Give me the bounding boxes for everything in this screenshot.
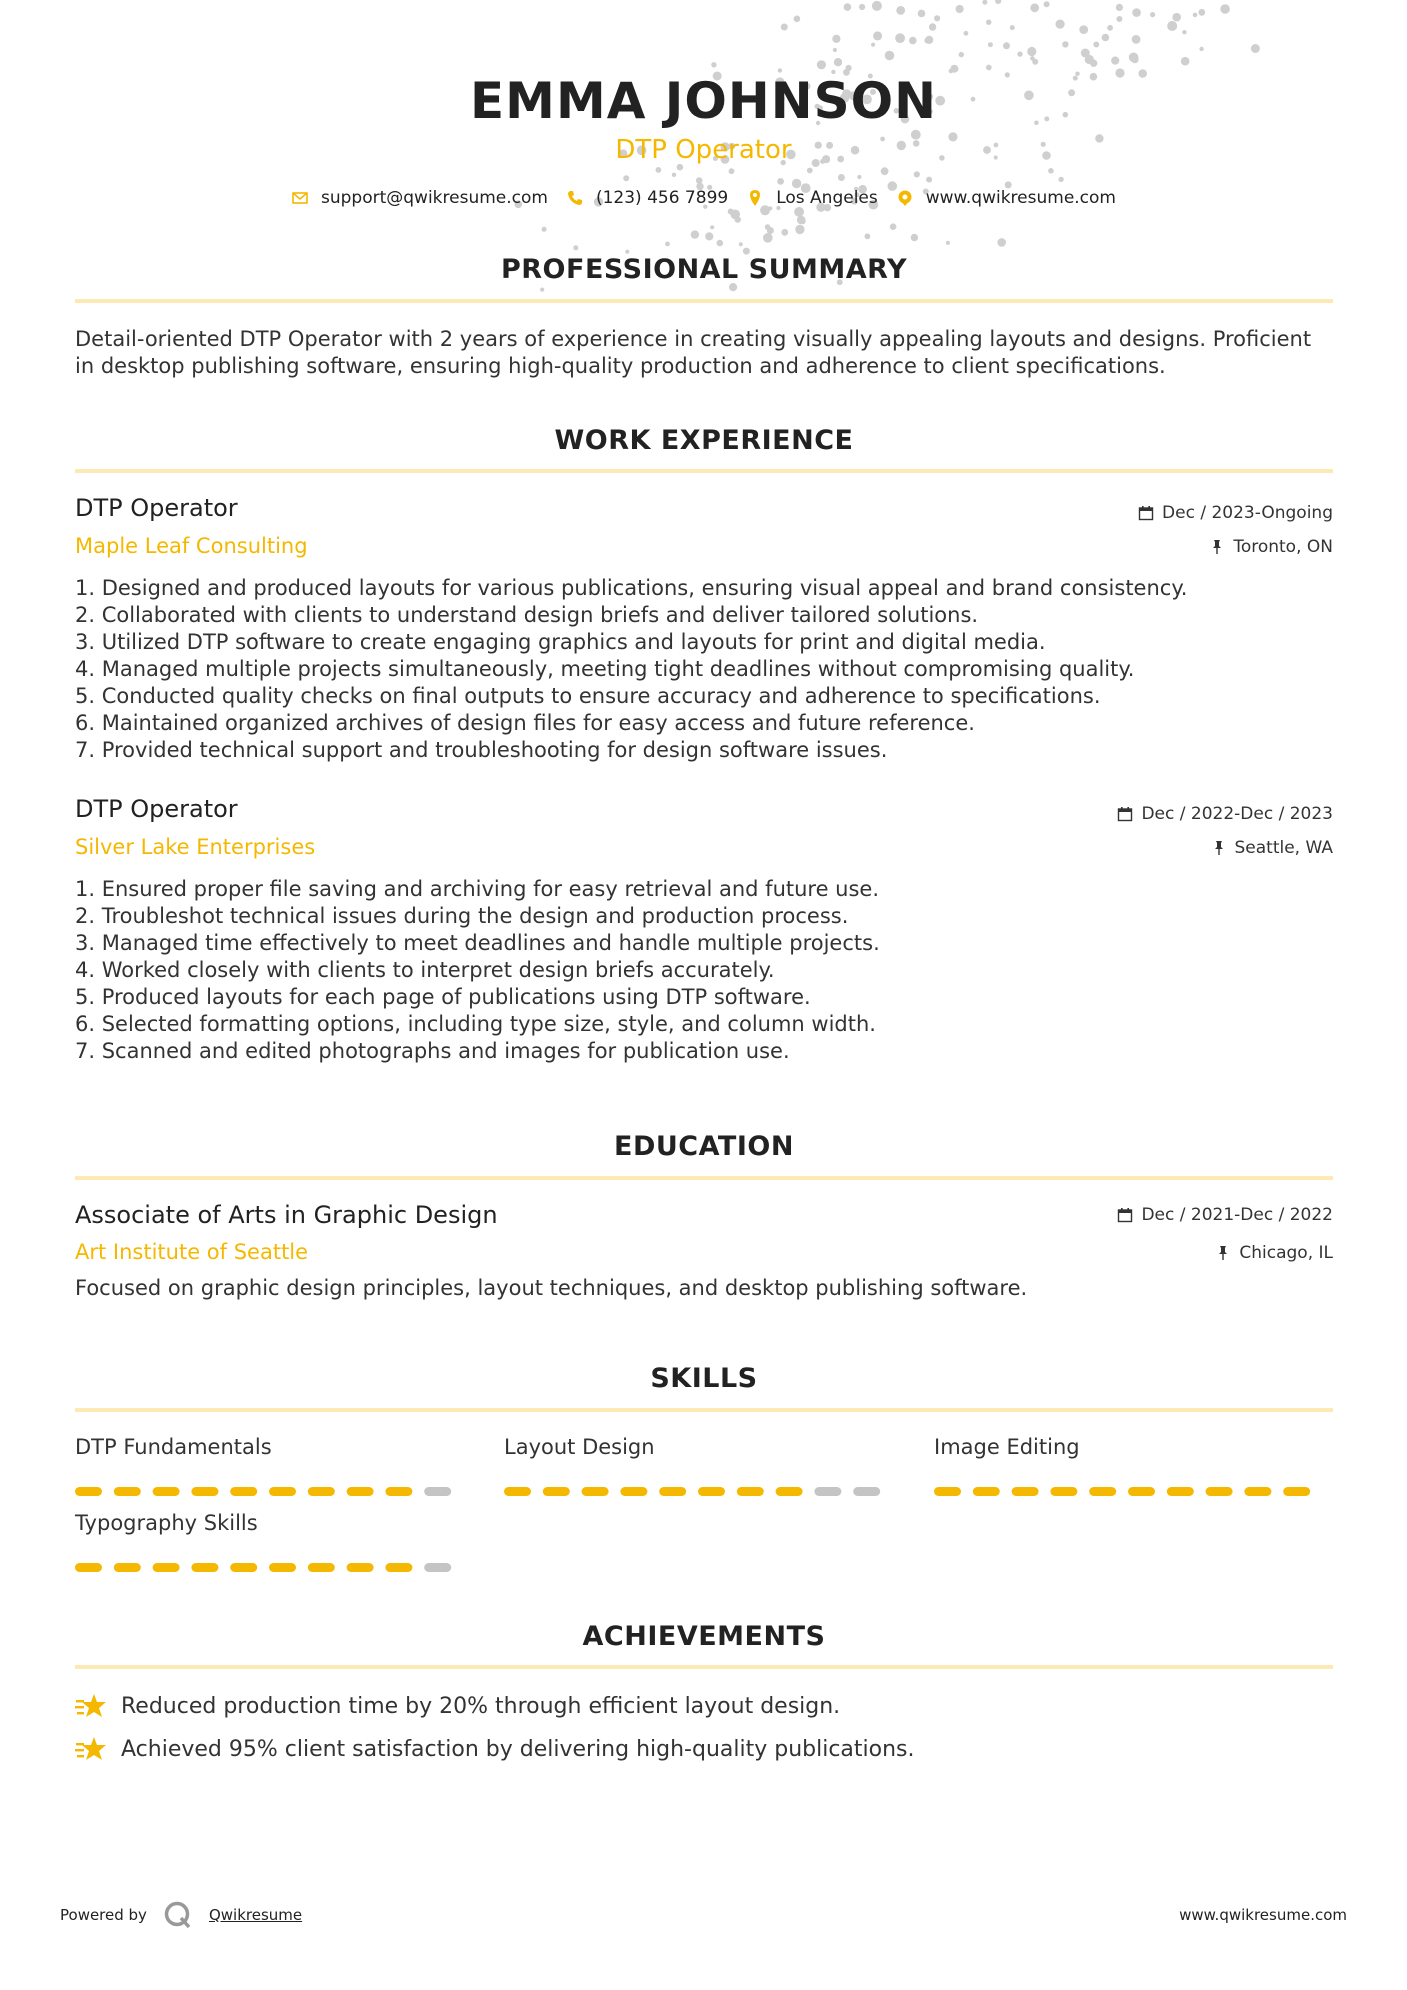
skill-dash-filled bbox=[385, 1563, 412, 1572]
job-title: DTP Operator bbox=[75, 494, 238, 522]
skill-dash-filled bbox=[737, 1487, 764, 1496]
skill-dash-filled bbox=[191, 1487, 218, 1496]
experience-heading: WORK EXPERIENCE bbox=[554, 425, 854, 456]
contact-location bbox=[746, 188, 878, 208]
skill-dash-filled bbox=[543, 1487, 570, 1496]
footer-branding bbox=[60, 1900, 302, 1930]
skill-dash-filled bbox=[308, 1563, 335, 1572]
footer-website[interactable]: www.qwikresume.com bbox=[1179, 1906, 1347, 1924]
list-item: 2. Troubleshot technical issues during the design and production process. bbox=[75, 904, 849, 928]
skill-dash-filled bbox=[308, 1487, 335, 1496]
job-company: Silver Lake Enterprises bbox=[75, 835, 316, 859]
skill-dash-filled bbox=[230, 1487, 257, 1496]
education-divider bbox=[75, 1176, 1333, 1180]
list-item: 7. Provided technical support and troubleshooting for design software issues. bbox=[75, 738, 888, 762]
achievement-item bbox=[75, 1692, 840, 1720]
phone-icon bbox=[566, 189, 584, 207]
calendar-icon bbox=[1138, 505, 1154, 521]
job-location-text: Toronto, ON bbox=[1233, 537, 1333, 557]
achievement-text: Reduced production time by 20% through efficient layout design. bbox=[121, 1693, 841, 1719]
skill-dash-filled bbox=[1283, 1487, 1310, 1496]
education-heading: EDUCATION bbox=[614, 1131, 794, 1162]
skill-dash-filled bbox=[1167, 1487, 1194, 1496]
skill-dash-filled bbox=[75, 1487, 102, 1496]
degree-title: Associate of Arts in Graphic Design bbox=[75, 1201, 498, 1229]
skill-level-bar bbox=[75, 1487, 455, 1497]
skill-dash-filled bbox=[1012, 1487, 1039, 1496]
contact-bar bbox=[0, 188, 1407, 208]
skill-dash-filled bbox=[191, 1563, 218, 1572]
skill-dash-empty bbox=[853, 1487, 880, 1496]
star-badge-icon bbox=[75, 1735, 107, 1763]
list-item: 3. Utilized DTP software to create engaging graphics and layouts for print and digital media. bbox=[75, 630, 1046, 654]
skill-dash-filled bbox=[1206, 1487, 1233, 1496]
job-dates bbox=[1117, 804, 1333, 824]
skill-dash-filled bbox=[1128, 1487, 1155, 1496]
job-company: Maple Leaf Consulting bbox=[75, 534, 308, 558]
skill-dash-filled bbox=[114, 1487, 141, 1496]
skill-dash-filled bbox=[698, 1487, 725, 1496]
education-dates-text: Dec / 2021-Dec / 2022 bbox=[1141, 1205, 1333, 1225]
achievements-divider bbox=[75, 1665, 1333, 1669]
website-text: www.qwikresume.com bbox=[925, 188, 1116, 208]
job-location bbox=[1211, 838, 1334, 858]
list-item: 7. Scanned and edited photographs and images for publication use. bbox=[75, 1039, 790, 1063]
skill-dash-filled bbox=[582, 1487, 609, 1496]
education-location-text: Chicago, IL bbox=[1239, 1243, 1333, 1263]
skill-dash-filled bbox=[385, 1487, 412, 1496]
skill-name: Typography Skills bbox=[75, 1511, 258, 1535]
location-text: Los Angeles bbox=[776, 188, 878, 208]
skill-name: Layout Design bbox=[504, 1435, 655, 1459]
pushpin-icon bbox=[1209, 539, 1225, 555]
skill-dash-filled bbox=[1089, 1487, 1116, 1496]
skill-item bbox=[504, 1435, 884, 1465]
skill-dash-filled bbox=[269, 1563, 296, 1572]
skill-dash-empty bbox=[424, 1563, 451, 1572]
skill-dash-filled bbox=[659, 1487, 686, 1496]
brand-link[interactable]: Qwikresume bbox=[208, 1906, 303, 1924]
skill-dash-filled bbox=[1050, 1487, 1077, 1496]
skill-item bbox=[75, 1511, 455, 1541]
pushpin-icon bbox=[1211, 840, 1227, 856]
job-dates-text: Dec / 2023-Ongoing bbox=[1162, 503, 1333, 523]
summary-heading: PROFESSIONAL SUMMARY bbox=[500, 254, 908, 285]
qwikresume-logo-icon bbox=[163, 1900, 193, 1930]
list-item: 4. Worked closely with clients to interpret design briefs accurately. bbox=[75, 958, 775, 982]
phone-text: (123) 456 7899 bbox=[595, 188, 729, 208]
skill-dash-empty bbox=[424, 1487, 451, 1496]
skill-item bbox=[75, 1435, 455, 1465]
skill-dash-filled bbox=[934, 1487, 961, 1496]
school-name: Art Institute of Seattle bbox=[75, 1240, 309, 1264]
job-location-text: Seattle, WA bbox=[1234, 838, 1333, 858]
list-item: 5. Conducted quality checks on final outputs to ensure accuracy and adherence to specifications. bbox=[75, 684, 1101, 708]
skill-dash-filled bbox=[75, 1563, 102, 1572]
job-location bbox=[1209, 537, 1333, 557]
list-item: 6. Maintained organized archives of design files for easy access and future reference. bbox=[75, 711, 975, 735]
skill-dash-filled bbox=[776, 1487, 803, 1496]
skill-dash-filled bbox=[347, 1563, 374, 1572]
skill-dash-filled bbox=[269, 1487, 296, 1496]
skill-item bbox=[934, 1435, 1314, 1465]
email-text: support@qwikresume.com bbox=[321, 188, 548, 208]
job-dates-text: Dec / 2022-Dec / 2023 bbox=[1141, 804, 1333, 824]
education-description: Focused on graphic design principles, layout techniques, and desktop publishing software. bbox=[75, 1276, 1028, 1300]
skill-dash-filled bbox=[347, 1487, 374, 1496]
map-pin-icon bbox=[746, 189, 764, 207]
list-item: 4. Managed multiple projects simultaneously, meeting tight deadlines without compromising quality. bbox=[75, 657, 1135, 681]
contact-email[interactable] bbox=[291, 188, 548, 208]
skill-dash-empty bbox=[814, 1487, 841, 1496]
achievement-item bbox=[75, 1735, 915, 1763]
education-dates bbox=[1117, 1205, 1333, 1225]
skill-level-bar bbox=[504, 1487, 884, 1497]
skill-dash-filled bbox=[1244, 1487, 1271, 1496]
skill-dash-filled bbox=[973, 1487, 1000, 1496]
skill-dash-filled bbox=[230, 1563, 257, 1572]
summary-text: Detail-oriented DTP Operator with 2 years of experience in creating visually appealing layouts and designs. Proficient in desktop publishing software, ensuring high-quality production and adherence to client specifications. bbox=[75, 327, 1312, 378]
list-item: 1. Ensured proper file saving and archiving for easy retrieval and future use. bbox=[75, 877, 880, 901]
skill-dash-filled bbox=[620, 1487, 647, 1496]
education-location bbox=[1215, 1243, 1333, 1263]
skill-level-bar bbox=[75, 1563, 455, 1573]
experience-divider bbox=[75, 469, 1333, 473]
skill-name: Image Editing bbox=[934, 1435, 1080, 1459]
list-item: 1. Designed and produced layouts for various publications, ensuring visual appeal and brand consistency. bbox=[75, 576, 1188, 600]
skill-dash-filled bbox=[153, 1563, 180, 1572]
job-responsibilities bbox=[75, 575, 1333, 764]
job-responsibilities bbox=[75, 876, 1333, 1065]
job-title: DTP Operator bbox=[75, 795, 238, 823]
envelope-icon bbox=[291, 189, 309, 207]
achievement-text: Achieved 95% client satisfaction by delivering high-quality publications. bbox=[121, 1736, 915, 1762]
globe-pin-icon bbox=[896, 189, 914, 207]
skill-dash-filled bbox=[153, 1487, 180, 1496]
candidate-role: DTP Operator bbox=[615, 135, 792, 165]
summary-divider bbox=[75, 299, 1333, 303]
job-dates bbox=[1138, 503, 1333, 523]
contact-website[interactable] bbox=[896, 188, 1116, 208]
calendar-icon bbox=[1117, 1207, 1133, 1223]
list-item: 2. Collaborated with clients to understand design briefs and deliver tailored solutions. bbox=[75, 603, 979, 627]
list-item: 3. Managed time effectively to meet deadlines and handle multiple projects. bbox=[75, 931, 880, 955]
list-item: 6. Selected formatting options, including type size, style, and column width. bbox=[75, 1012, 876, 1036]
star-badge-icon bbox=[75, 1692, 107, 1720]
candidate-name: EMMA JOHNSON bbox=[470, 72, 937, 130]
contact-phone[interactable] bbox=[566, 188, 728, 208]
skill-dash-filled bbox=[114, 1563, 141, 1572]
powered-by-label: Powered by bbox=[60, 1906, 147, 1924]
achievements-heading: ACHIEVEMENTS bbox=[582, 1621, 826, 1652]
pushpin-icon bbox=[1215, 1245, 1231, 1261]
skill-name: DTP Fundamentals bbox=[75, 1435, 272, 1459]
list-item: 5. Produced layouts for each page of publications using DTP software. bbox=[75, 985, 811, 1009]
skills-heading: SKILLS bbox=[650, 1363, 758, 1394]
skill-level-bar bbox=[934, 1487, 1314, 1497]
calendar-icon bbox=[1117, 806, 1133, 822]
skills-divider bbox=[75, 1408, 1333, 1412]
skill-dash-filled bbox=[504, 1487, 531, 1496]
